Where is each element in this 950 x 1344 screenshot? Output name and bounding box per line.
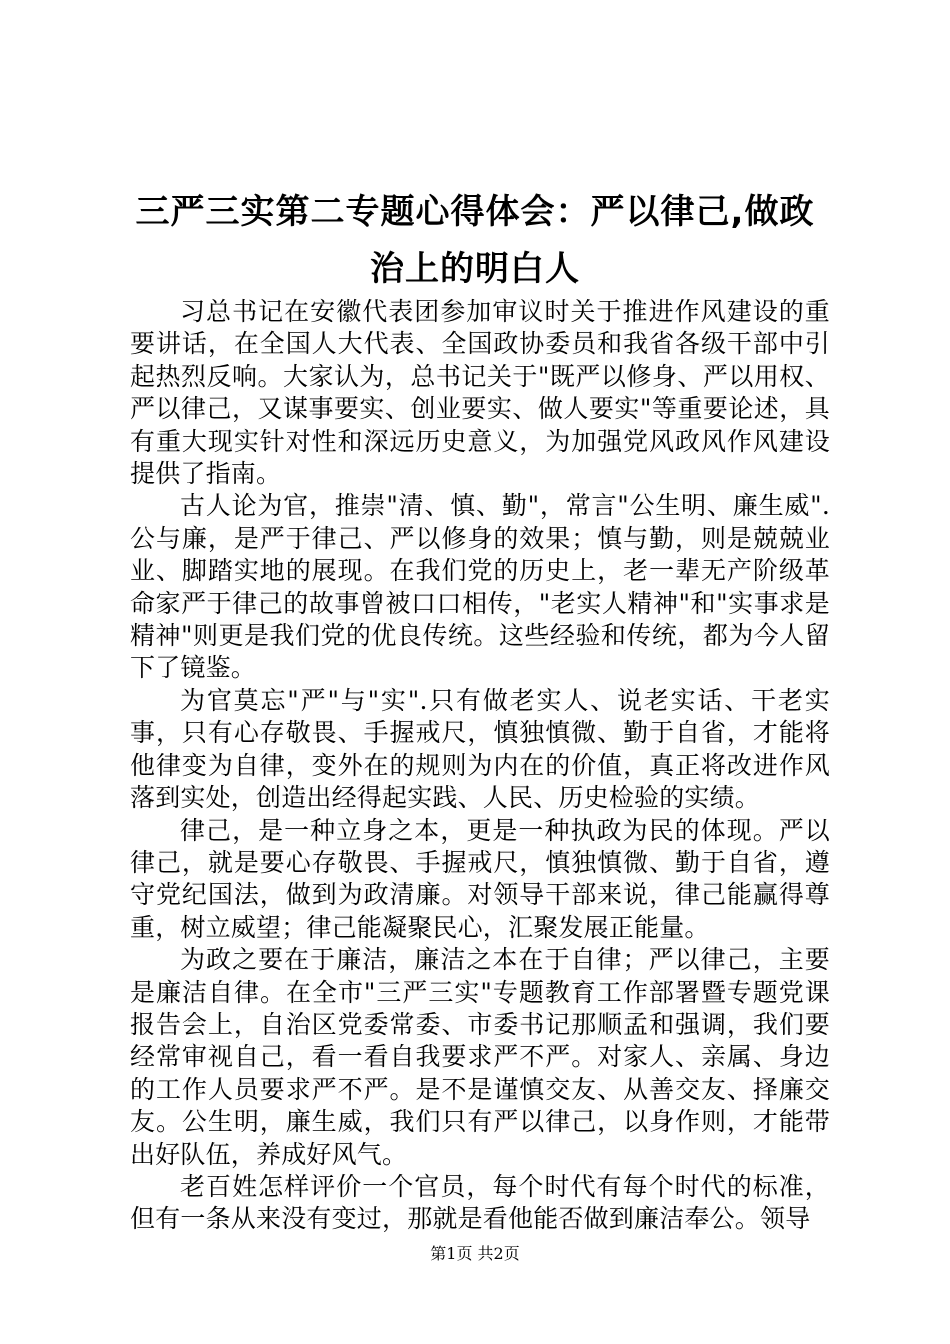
paragraph-4: 律己，是一种立身之本，更是一种执政为民的体现。严以律己，就是要心存敬畏、手握戒尺，慎独慎微、勤于自省，遵守党纪国法，做到为政清廉。对领导干部来说，律己能赢得尊重，树立威望；律己能凝聚民心，汇聚发展正能量。 [130,815,830,942]
document-title: 三严三实第二专题心得体会：严以律己,做政治上的明白人 [135,192,815,289]
page-footer: 第1页 共2页 [430,1244,520,1263]
paragraph-5: 为政之要在于廉洁，廉洁之本在于自律；严以律己，主要是廉洁自律。在全市"三严三实"专题教育工作部署暨专题党课报告会上，自治区党委常委、市委书记那顺孟和强调，我们要经常审视自己，看一看自我要求严不严。对家人、亲属、身边的工作人员要求严不严。是不是谨慎交友、从善交友、择廉交友。公生明，廉生威，我们只有严以律己，以身作则，才能带出好队伍，养成好风气。 [130,945,830,1169]
paragraph-1: 习总书记在安徽代表团参加审议时关于推进作风建设的重要讲话，在全国人大代表、全国政协委员和我省各级干部中引起热烈反响。大家认为，总书记关于"既严以修身、严以用权、严以律己，又谋事要实、创业要实、做人要实"等重要论述，具有重大现实针对性和深远历史意义，为加强党风政风作风建设提供了指南。 [130,297,830,489]
paragraph-6: 老百姓怎样评价一个官员，每个时代有每个时代的标准，但有一条从来没有变过，那就是看他能否做到廉洁奉公。领导 [130,1171,830,1234]
paragraph-2: 古人论为官，推崇"清、慎、勤"，常言"公生明、廉生威".公与廉，是严于律己、严以修身的效果；慎与勤，则是兢兢业业、脚踏实地的展现。在我们党的历史上，老一辈无产阶级革命家严于律己的故事曾被口口相传，"老实人精神"和"实事求是精神"则更是我们党的优良传统。这些经验和传统，都为今人留下了镜鉴。 [130,491,830,683]
paragraph-3: 为官莫忘"严"与"实".只有做老实人、说老实话、干老实事，只有心存敬畏、手握戒尺，慎独慎微、勤于自省，才能将他律变为自律，变外在的规则为内在的价值，真正将改进作风落到实处，创造出经得起实践、人民、历史检验的实绩。 [130,685,830,813]
document-body [130,296,830,1236]
